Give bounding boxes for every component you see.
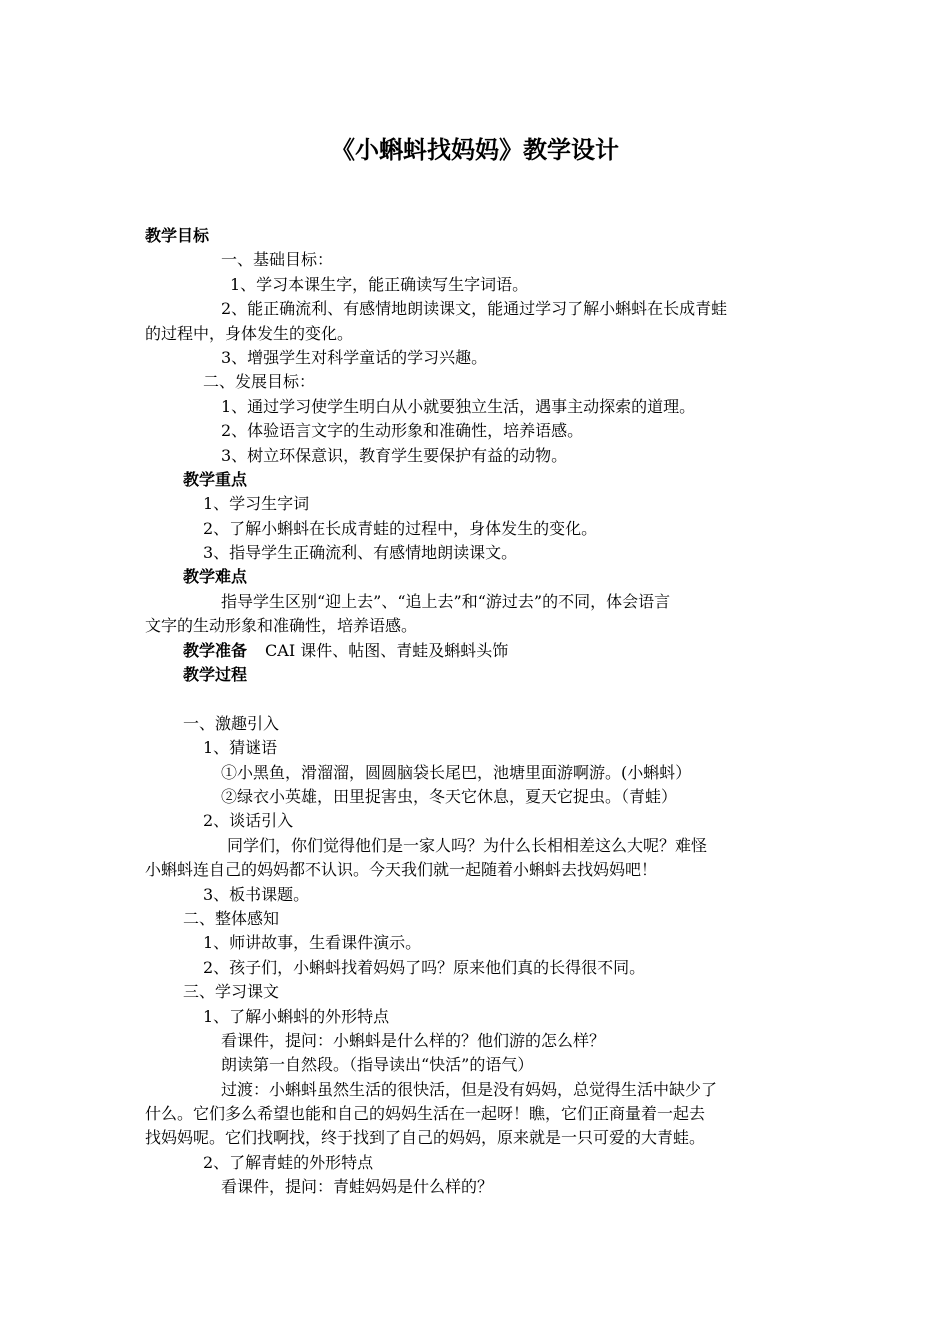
text-line: 2、谈话引入: [203, 811, 294, 831]
text-line: 小蝌蚪连自己的妈妈都不认识。今天我们就一起随着小蝌蚪去找妈妈吧！: [145, 860, 658, 880]
text-line: ①小黑鱼，滑溜溜，圆圆脑袋长尾巴，池塘里面游啊游。(小蝌蚪）: [221, 762, 692, 782]
preparation-line: [145, 639, 810, 663]
text-line: 一、激趣引入: [183, 713, 280, 733]
text-line: 3、指导学生正确流利、有感情地朗读课文。: [203, 543, 518, 563]
text-line: 三、学习课文: [183, 982, 280, 1002]
text-line: 同学们，你们觉得他们是一家人吗？为什么长相相差这么大呢？难怪: [227, 835, 708, 855]
text-line: 1、学习生字词: [203, 494, 310, 514]
text-line: 2、了解青蛙的外形特点: [203, 1152, 374, 1172]
text-line: 什么。它们多么希望也能和自己的妈妈生活在一起呀！瞧，它们正商量着一起去: [145, 1104, 706, 1124]
heading-key-points: 教学重点: [183, 469, 248, 489]
text-line: ②绿衣小英雄，田里捉害虫，冬天它休息，夏天它捉虫。（青蛙）: [221, 786, 678, 806]
text-line: 1、通过学习使学生明白从小就要独立生活，遇事主动探索的道理。: [221, 396, 696, 416]
text-line: 指导学生区别“迎上去”、“追上去”和“游过去”的不同，体会语言: [221, 591, 671, 611]
text-line: 1、了解小蝌蚪的外形特点: [203, 1006, 390, 1026]
text-line: 二、发展目标：: [203, 372, 316, 392]
text-line: 看课件，提问：青蛙妈妈是什么样的？: [221, 1177, 494, 1197]
heading-difficulties: 教学难点: [183, 567, 248, 587]
text-line: 二、整体感知: [183, 908, 280, 928]
text-line: 文字的生动形象和准确性，培养语感。: [145, 616, 418, 636]
text-line: 1、猜谜语: [203, 738, 278, 758]
heading-teaching-goals: 教学目标: [145, 226, 210, 245]
text-line: 2、了解小蝌蚪在长成青蛙的过程中，身体发生的变化。: [203, 518, 598, 538]
heading-preparation: 教学准备: [183, 640, 248, 660]
text-line: 的过程中，身体发生的变化。: [145, 323, 354, 343]
text-line: 1、师讲故事，生看课件演示。: [203, 933, 422, 953]
text-line: 2、体验语言文字的生动形象和准确性，培养语感。: [221, 421, 584, 441]
text-line: 找妈妈呢。它们找啊找，终于找到了自己的妈妈，原来就是一只可爱的大青蛙。: [145, 1128, 706, 1148]
text-line: 看课件，提问：小蝌蚪是什么样的？他们游的怎么样？: [221, 1030, 606, 1050]
text-line: 2、能正确流利、有感情地朗读课文，能通过学习了解小蝌蚪在长成青蛙: [221, 299, 728, 319]
text-line: 1、学习本课生字，能正确读写生字词语。: [230, 274, 529, 294]
text-line: 2、孩子们，小蝌蚪找着妈妈了吗？原来他们真的长得很不同。: [203, 957, 646, 977]
text-line: 3、树立环保意识，教育学生要保护有益的动物。: [221, 445, 568, 465]
heading-process: 教学过程: [183, 665, 248, 685]
document-title: 《小蝌蚪找妈妈》教学设计: [331, 135, 619, 164]
text-line: 3、板书课题。: [203, 884, 310, 904]
text-line: 过渡：小蝌蚪虽然生活的很快活，但是没有妈妈，总觉得生活中缺少了: [221, 1079, 718, 1099]
document-body: [145, 224, 810, 1200]
text-line: 朗读第一自然段。（指导读出“快活”的语气）: [221, 1055, 534, 1075]
text-line: 3、增强学生对科学童话的学习兴趣。: [221, 347, 488, 367]
text-line: 一、基础目标：: [221, 250, 334, 270]
preparation-text: CAI 课件、帖图、青蛙及蝌蚪头饰: [265, 640, 509, 660]
